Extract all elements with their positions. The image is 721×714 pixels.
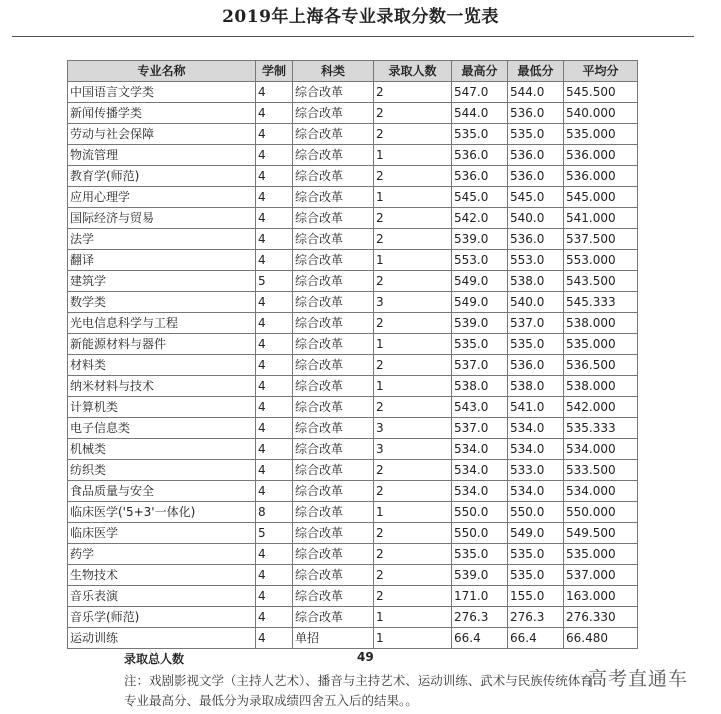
watermark-text: 高考直通车 <box>588 668 689 690</box>
lowest-score-cell: 536.0 <box>508 355 564 376</box>
major-name-cell: 计算机类 <box>68 397 256 418</box>
category-cell: 综合改革 <box>293 292 374 313</box>
admitted-count-cell: 2 <box>374 397 452 418</box>
header-highest-score: 最高分 <box>452 61 508 82</box>
highest-score-cell: 537.0 <box>452 418 508 439</box>
category-cell: 综合改革 <box>293 145 374 166</box>
lowest-score-cell: 534.0 <box>508 439 564 460</box>
admitted-count-cell: 1 <box>374 250 452 271</box>
admitted-count-cell: 2 <box>374 481 452 502</box>
duration-cell: 4 <box>256 418 293 439</box>
category-cell: 综合改革 <box>293 313 374 334</box>
duration-cell: 8 <box>256 502 293 523</box>
major-name-cell: 应用心理学 <box>68 187 256 208</box>
major-name-cell: 音乐表演 <box>68 586 256 607</box>
average-score-cell: 541.000 <box>564 208 638 229</box>
highest-score-cell: 534.0 <box>452 439 508 460</box>
category-cell: 综合改革 <box>293 229 374 250</box>
average-score-cell: 535.000 <box>564 124 638 145</box>
duration-cell: 4 <box>256 376 293 397</box>
major-name-cell: 纺织类 <box>68 460 256 481</box>
table-row <box>68 103 638 124</box>
lowest-score-cell: 535.0 <box>508 565 564 586</box>
major-name-cell: 国际经济与贸易 <box>68 208 256 229</box>
average-score-cell: 66.480 <box>564 628 638 649</box>
lowest-score-cell: 537.0 <box>508 313 564 334</box>
duration-cell: 4 <box>256 166 293 187</box>
table-row <box>68 502 638 523</box>
lowest-score-cell: 550.0 <box>508 502 564 523</box>
admitted-count-cell: 1 <box>374 502 452 523</box>
major-name-cell: 临床医学 <box>68 523 256 544</box>
lowest-score-cell: 538.0 <box>508 376 564 397</box>
average-score-cell: 545.500 <box>564 82 638 103</box>
lowest-score-cell: 533.0 <box>508 460 564 481</box>
average-score-cell: 537.500 <box>564 229 638 250</box>
header-major-name: 专业名称 <box>68 61 256 82</box>
average-score-cell: 534.000 <box>564 481 638 502</box>
average-score-cell: 534.000 <box>564 439 638 460</box>
duration-cell: 4 <box>256 460 293 481</box>
category-cell: 综合改革 <box>293 166 374 187</box>
header-lowest-score: 最低分 <box>508 61 564 82</box>
duration-cell: 4 <box>256 607 293 628</box>
lowest-score-cell: 538.0 <box>508 271 564 292</box>
lowest-score-cell: 535.0 <box>508 124 564 145</box>
average-score-cell: 536.500 <box>564 355 638 376</box>
duration-cell: 4 <box>256 124 293 145</box>
admitted-count-cell: 1 <box>374 628 452 649</box>
duration-cell: 4 <box>256 103 293 124</box>
lowest-score-cell: 535.0 <box>508 334 564 355</box>
highest-score-cell: 535.0 <box>452 124 508 145</box>
duration-cell: 4 <box>256 145 293 166</box>
table-row <box>68 481 638 502</box>
category-cell: 综合改革 <box>293 334 374 355</box>
table-row <box>68 229 638 250</box>
major-name-cell: 法学 <box>68 229 256 250</box>
duration-cell: 4 <box>256 292 293 313</box>
table-row <box>68 523 638 544</box>
table-row <box>68 145 638 166</box>
lowest-score-cell: 540.0 <box>508 208 564 229</box>
major-name-cell: 物流管理 <box>68 145 256 166</box>
lowest-score-cell: 536.0 <box>508 103 564 124</box>
highest-score-cell: 544.0 <box>452 103 508 124</box>
category-cell: 综合改革 <box>293 187 374 208</box>
header-category: 科类 <box>293 61 374 82</box>
average-score-cell: 536.000 <box>564 166 638 187</box>
table-row <box>68 271 638 292</box>
highest-score-cell: 549.0 <box>452 292 508 313</box>
table-row <box>68 439 638 460</box>
major-name-cell: 光电信息科学与工程 <box>68 313 256 334</box>
lowest-score-cell: 541.0 <box>508 397 564 418</box>
table-row <box>68 187 638 208</box>
average-score-cell: 535.000 <box>564 544 638 565</box>
highest-score-cell: 550.0 <box>452 523 508 544</box>
duration-cell: 4 <box>256 481 293 502</box>
category-cell: 综合改革 <box>293 502 374 523</box>
duration-cell: 4 <box>256 187 293 208</box>
admitted-count-cell: 1 <box>374 607 452 628</box>
table-row <box>68 208 638 229</box>
major-name-cell: 机械类 <box>68 439 256 460</box>
category-cell: 综合改革 <box>293 376 374 397</box>
highest-score-cell: 535.0 <box>452 334 508 355</box>
admitted-count-cell: 1 <box>374 145 452 166</box>
header-duration: 学制 <box>256 61 293 82</box>
lowest-score-cell: 536.0 <box>508 229 564 250</box>
highest-score-cell: 550.0 <box>452 502 508 523</box>
duration-cell: 4 <box>256 250 293 271</box>
table-row <box>68 397 638 418</box>
admitted-count-cell: 3 <box>374 292 452 313</box>
category-cell: 综合改革 <box>293 208 374 229</box>
admitted-count-cell: 2 <box>374 313 452 334</box>
average-score-cell: 538.000 <box>564 376 638 397</box>
admission-scores-table <box>67 60 638 649</box>
lowest-score-cell: 536.0 <box>508 166 564 187</box>
table-row <box>68 586 638 607</box>
admitted-count-cell: 2 <box>374 82 452 103</box>
average-score-cell: 545.333 <box>564 292 638 313</box>
average-score-cell: 535.000 <box>564 334 638 355</box>
major-name-cell: 教育学(师范) <box>68 166 256 187</box>
major-name-cell: 中国语言文学类 <box>68 82 256 103</box>
highest-score-cell: 542.0 <box>452 208 508 229</box>
lowest-score-cell: 276.3 <box>508 607 564 628</box>
major-name-cell: 材料类 <box>68 355 256 376</box>
duration-cell: 4 <box>256 82 293 103</box>
category-cell: 综合改革 <box>293 397 374 418</box>
lowest-score-cell: 66.4 <box>508 628 564 649</box>
table-row <box>68 544 638 565</box>
table-row <box>68 565 638 586</box>
category-cell: 单招 <box>293 628 374 649</box>
highest-score-cell: 66.4 <box>452 628 508 649</box>
highest-score-cell: 537.0 <box>452 355 508 376</box>
admitted-count-cell: 2 <box>374 208 452 229</box>
table-row <box>68 124 638 145</box>
duration-cell: 4 <box>256 355 293 376</box>
average-score-cell: 550.000 <box>564 502 638 523</box>
total-admitted-label: 录取总人数 <box>124 652 185 666</box>
major-name-cell: 音乐学(师范) <box>68 607 256 628</box>
lowest-score-cell: 549.0 <box>508 523 564 544</box>
major-name-cell: 劳动与社会保障 <box>68 124 256 145</box>
lowest-score-cell: 545.0 <box>508 187 564 208</box>
major-name-cell: 新能源材料与器件 <box>68 334 256 355</box>
lowest-score-cell: 553.0 <box>508 250 564 271</box>
major-name-cell: 生物技术 <box>68 565 256 586</box>
admitted-count-cell: 2 <box>374 523 452 544</box>
major-name-cell: 电子信息类 <box>68 418 256 439</box>
duration-cell: 4 <box>256 586 293 607</box>
highest-score-cell: 545.0 <box>452 187 508 208</box>
major-name-cell: 纳米材料与技术 <box>68 376 256 397</box>
average-score-cell: 540.000 <box>564 103 638 124</box>
major-name-cell: 新闻传播学类 <box>68 103 256 124</box>
admitted-count-cell: 1 <box>374 334 452 355</box>
average-score-cell: 538.000 <box>564 313 638 334</box>
table-row <box>68 313 638 334</box>
major-name-cell: 药学 <box>68 544 256 565</box>
major-name-cell: 临床医学('5+3'一体化) <box>68 502 256 523</box>
highest-score-cell: 547.0 <box>452 82 508 103</box>
header-admitted-count: 录取人数 <box>374 61 452 82</box>
lowest-score-cell: 536.0 <box>508 145 564 166</box>
highest-score-cell: 534.0 <box>452 460 508 481</box>
average-score-cell: 537.000 <box>564 565 638 586</box>
highest-score-cell: 276.3 <box>452 607 508 628</box>
table-header-row <box>68 61 638 82</box>
table-row <box>68 250 638 271</box>
admitted-count-cell: 2 <box>374 565 452 586</box>
admitted-count-cell: 2 <box>374 586 452 607</box>
average-score-cell: 536.000 <box>564 145 638 166</box>
admitted-count-cell: 2 <box>374 124 452 145</box>
highest-score-cell: 536.0 <box>452 166 508 187</box>
category-cell: 综合改革 <box>293 250 374 271</box>
admitted-count-cell: 1 <box>374 187 452 208</box>
category-cell: 综合改革 <box>293 355 374 376</box>
duration-cell: 4 <box>256 628 293 649</box>
category-cell: 综合改革 <box>293 607 374 628</box>
average-score-cell: 553.000 <box>564 250 638 271</box>
average-score-cell: 543.500 <box>564 271 638 292</box>
lowest-score-cell: 540.0 <box>508 292 564 313</box>
lowest-score-cell: 534.0 <box>508 418 564 439</box>
category-cell: 综合改革 <box>293 565 374 586</box>
category-cell: 综合改革 <box>293 418 374 439</box>
table-row <box>68 460 638 481</box>
table-row <box>68 166 638 187</box>
highest-score-cell: 171.0 <box>452 586 508 607</box>
highest-score-cell: 553.0 <box>452 250 508 271</box>
admitted-count-cell: 2 <box>374 103 452 124</box>
duration-cell: 4 <box>256 313 293 334</box>
average-score-cell: 549.500 <box>564 523 638 544</box>
highest-score-cell: 536.0 <box>452 145 508 166</box>
category-cell: 综合改革 <box>293 271 374 292</box>
lowest-score-cell: 544.0 <box>508 82 564 103</box>
major-name-cell: 翻译 <box>68 250 256 271</box>
lowest-score-cell: 534.0 <box>508 481 564 502</box>
highest-score-cell: 538.0 <box>452 376 508 397</box>
table-body <box>68 82 638 649</box>
admitted-count-cell: 2 <box>374 229 452 250</box>
total-admitted-value: 49 <box>357 650 374 664</box>
average-score-cell: 276.330 <box>564 607 638 628</box>
header-average-score: 平均分 <box>564 61 638 82</box>
average-score-cell: 533.500 <box>564 460 638 481</box>
major-name-cell: 数学类 <box>68 292 256 313</box>
category-cell: 综合改革 <box>293 103 374 124</box>
category-cell: 综合改革 <box>293 523 374 544</box>
admitted-count-cell: 2 <box>374 460 452 481</box>
duration-cell: 4 <box>256 397 293 418</box>
duration-cell: 4 <box>256 208 293 229</box>
category-cell: 综合改革 <box>293 481 374 502</box>
table-row <box>68 418 638 439</box>
title-divider <box>12 36 694 37</box>
category-cell: 综合改革 <box>293 82 374 103</box>
highest-score-cell: 535.0 <box>452 544 508 565</box>
duration-cell: 5 <box>256 271 293 292</box>
category-cell: 综合改革 <box>293 586 374 607</box>
admitted-count-cell: 2 <box>374 544 452 565</box>
duration-cell: 4 <box>256 439 293 460</box>
average-score-cell: 163.000 <box>564 586 638 607</box>
duration-cell: 5 <box>256 523 293 544</box>
admitted-count-cell: 2 <box>374 355 452 376</box>
average-score-cell: 542.000 <box>564 397 638 418</box>
highest-score-cell: 549.0 <box>452 271 508 292</box>
admitted-count-cell: 3 <box>374 439 452 460</box>
admitted-count-cell: 1 <box>374 376 452 397</box>
major-name-cell: 运动训练 <box>68 628 256 649</box>
average-score-cell: 535.333 <box>564 418 638 439</box>
admitted-count-cell: 2 <box>374 166 452 187</box>
major-name-cell: 食品质量与安全 <box>68 481 256 502</box>
duration-cell: 4 <box>256 544 293 565</box>
highest-score-cell: 534.0 <box>452 481 508 502</box>
highest-score-cell: 539.0 <box>452 313 508 334</box>
table-row <box>68 628 638 649</box>
table-row <box>68 355 638 376</box>
category-cell: 综合改革 <box>293 439 374 460</box>
footnote: 注：戏剧影视文学（主持人艺术）、播音与主持艺术、运动训练、武术与民族传统体育专业最高分、最低分为录取成绩四舍五入后的结果。。 <box>124 673 593 708</box>
lowest-score-cell: 535.0 <box>508 544 564 565</box>
table-row <box>68 82 638 103</box>
major-name-cell: 建筑学 <box>68 271 256 292</box>
table-row <box>68 334 638 355</box>
category-cell: 综合改革 <box>293 460 374 481</box>
lowest-score-cell: 155.0 <box>508 586 564 607</box>
duration-cell: 4 <box>256 229 293 250</box>
table-row <box>68 607 638 628</box>
highest-score-cell: 539.0 <box>452 565 508 586</box>
category-cell: 综合改革 <box>293 544 374 565</box>
page-title: 2019年上海各专业录取分数一览表 <box>222 7 499 27</box>
table-row <box>68 292 638 313</box>
table-row <box>68 376 638 397</box>
category-cell: 综合改革 <box>293 124 374 145</box>
admitted-count-cell: 2 <box>374 271 452 292</box>
duration-cell: 4 <box>256 565 293 586</box>
admitted-count-cell: 3 <box>374 418 452 439</box>
average-score-cell: 545.000 <box>564 187 638 208</box>
highest-score-cell: 543.0 <box>452 397 508 418</box>
highest-score-cell: 539.0 <box>452 229 508 250</box>
duration-cell: 4 <box>256 334 293 355</box>
